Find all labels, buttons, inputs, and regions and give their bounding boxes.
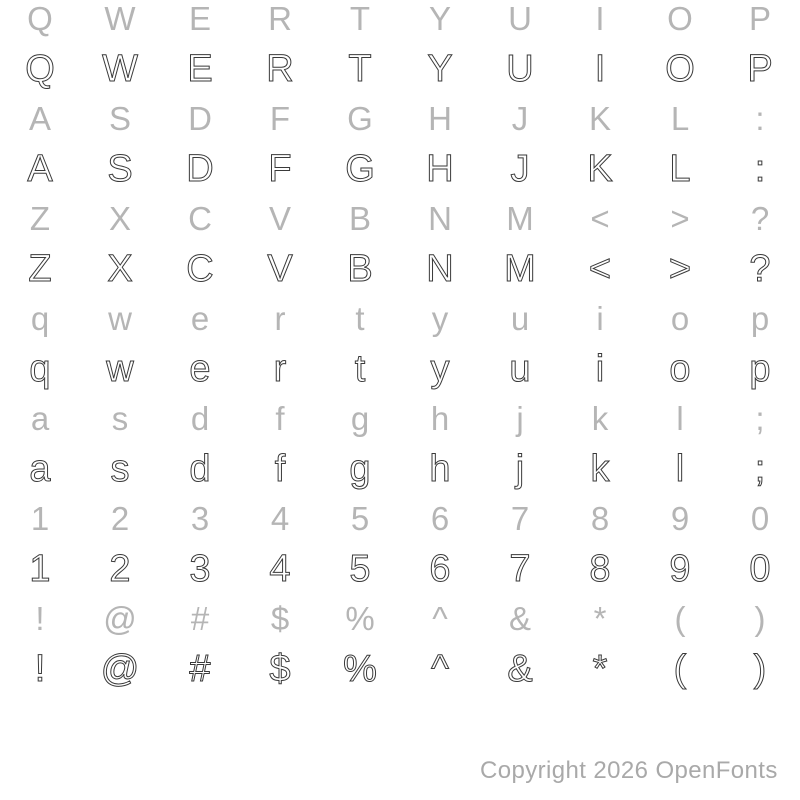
glyph: Q [25, 48, 55, 90]
glyph: ? [750, 200, 770, 237]
glyph: S [107, 148, 133, 190]
glyph: ; [755, 400, 765, 437]
glyph: 6 [430, 500, 450, 537]
glyph: ^ [431, 648, 449, 690]
glyph: r [274, 300, 286, 337]
glyph: i [596, 300, 604, 337]
glyph: T [348, 48, 372, 90]
glyph: ; [754, 448, 766, 490]
glyph: q [30, 300, 50, 337]
glyph: t [355, 300, 365, 337]
glyph: # [189, 648, 211, 690]
glyph: X [108, 200, 131, 237]
glyph: K [588, 100, 611, 137]
glyph: I [594, 48, 606, 90]
glyph: J [510, 148, 530, 190]
glyph: V [267, 248, 293, 290]
glyph: * [592, 648, 608, 690]
glyph: R [268, 0, 292, 37]
glyph: p [749, 348, 771, 390]
glyph: 4 [270, 500, 290, 537]
glyph: : [754, 148, 766, 190]
glyph: O [665, 48, 695, 90]
glyph: D [186, 148, 214, 190]
glyph: w [108, 300, 132, 337]
glyph: W [102, 48, 138, 90]
glyph: C [188, 200, 212, 237]
glyph: ) [754, 600, 766, 637]
glyph: ( [674, 600, 686, 637]
glyph: A [27, 148, 53, 190]
glyph: < [590, 200, 610, 237]
glyph: g [349, 448, 371, 490]
glyph: j [515, 448, 525, 490]
glyph: S [108, 100, 131, 137]
glyph: % [345, 600, 375, 637]
glyph: e [190, 300, 210, 337]
glyph: & [507, 648, 533, 690]
glyph: 2 [110, 500, 130, 537]
glyph: F [269, 100, 291, 137]
glyph: C [186, 248, 214, 290]
glyph: 7 [510, 500, 530, 537]
row-symbols-outline [0, 644, 800, 694]
glyph: 5 [349, 548, 371, 590]
glyph: 9 [670, 500, 690, 537]
glyph: d [190, 400, 210, 437]
glyph: 6 [429, 548, 451, 590]
glyph: R [266, 48, 294, 90]
copyright-text: Copyright 2026 OpenFonts [480, 757, 778, 784]
glyph: d [189, 448, 211, 490]
glyph: t [354, 348, 366, 390]
glyph: @ [100, 648, 140, 690]
glyph: M [506, 200, 534, 237]
glyph: ! [35, 600, 45, 637]
glyph: * [593, 600, 607, 637]
glyph: @ [103, 600, 137, 637]
glyph: K [587, 148, 613, 190]
glyph: N [428, 200, 452, 237]
glyph: 0 [749, 548, 771, 590]
glyph: B [348, 200, 371, 237]
row-zxcv-upper-outline [0, 244, 800, 294]
row-qwerty-upper-outline [0, 44, 800, 94]
glyph: l [676, 400, 684, 437]
glyph: H [426, 148, 454, 190]
glyph: 9 [669, 548, 691, 590]
glyph: T [349, 0, 371, 37]
glyph: G [347, 100, 373, 137]
glyph: L [670, 100, 690, 137]
glyph: a [30, 400, 50, 437]
glyph: s [110, 448, 130, 490]
glyph: V [268, 200, 291, 237]
glyph: q [29, 348, 51, 390]
glyph: h [430, 400, 450, 437]
glyph: : [755, 100, 765, 137]
row-asdf-upper-muted [0, 94, 800, 144]
glyph: a [29, 448, 51, 490]
glyph: u [510, 300, 530, 337]
glyph: o [670, 300, 690, 337]
row-zxcv-upper-muted [0, 194, 800, 244]
glyph: U [506, 48, 534, 90]
row-asdf-upper-outline [0, 144, 800, 194]
glyph: u [509, 348, 531, 390]
glyph: o [669, 348, 691, 390]
glyph: 2 [109, 548, 131, 590]
glyph: 1 [30, 500, 50, 537]
glyph: h [429, 448, 451, 490]
glyph: I [595, 0, 605, 37]
glyph: y [431, 300, 449, 337]
glyph: 0 [750, 500, 770, 537]
glyph: g [350, 400, 370, 437]
glyph: $ [269, 648, 291, 690]
glyph: e [189, 348, 211, 390]
glyph: Z [29, 200, 51, 237]
glyph: 1 [29, 548, 51, 590]
row-digits-muted [0, 494, 800, 544]
glyph: % [343, 648, 377, 690]
glyph: 7 [509, 548, 531, 590]
row-asdf-lower-outline [0, 444, 800, 494]
glyph: j [516, 400, 524, 437]
glyph: i [595, 348, 605, 390]
glyph: & [508, 600, 531, 637]
glyph: s [111, 400, 129, 437]
glyph: E [187, 48, 213, 90]
glyph: O [667, 0, 693, 37]
glyph: f [275, 400, 285, 437]
glyph: ) [753, 648, 767, 690]
glyph: J [511, 100, 529, 137]
row-digits-outline [0, 544, 800, 594]
row-qwerty-upper-muted [0, 0, 800, 44]
glyph: G [345, 148, 375, 190]
glyph: p [750, 300, 770, 337]
glyph: H [428, 100, 452, 137]
glyph: k [590, 448, 610, 490]
row-qwerty-lower-outline [0, 344, 800, 394]
glyph: Z [28, 248, 52, 290]
glyph: X [107, 248, 133, 290]
glyph: 5 [350, 500, 370, 537]
glyph: Y [428, 0, 451, 37]
glyph: U [508, 0, 532, 37]
row-symbols-muted [0, 594, 800, 644]
row-asdf-lower-muted [0, 394, 800, 444]
row-qwerty-lower-muted [0, 294, 800, 344]
glyph: L [669, 148, 691, 190]
glyph: B [347, 248, 373, 290]
glyph: f [274, 448, 286, 490]
glyph: P [747, 48, 773, 90]
glyph: 4 [269, 548, 291, 590]
glyph: 3 [190, 500, 210, 537]
glyph: y [430, 348, 450, 390]
glyph: M [504, 248, 536, 290]
glyph: ( [673, 648, 687, 690]
glyph: w [106, 348, 134, 390]
glyph: ! [34, 648, 46, 690]
glyph: 3 [189, 548, 211, 590]
glyph: l [675, 448, 685, 490]
glyph: $ [270, 600, 290, 637]
glyph: 8 [589, 548, 611, 590]
glyph: N [426, 248, 454, 290]
glyph: F [268, 148, 292, 190]
glyph: E [188, 0, 211, 37]
glyph: A [28, 100, 51, 137]
glyph: Y [427, 48, 453, 90]
glyph: W [104, 0, 136, 37]
glyph: D [188, 100, 212, 137]
glyph: ^ [432, 600, 448, 637]
glyph: < [588, 248, 612, 290]
glyph: > [670, 200, 690, 237]
glyph: Q [27, 0, 53, 37]
glyph: > [668, 248, 692, 290]
glyph: # [190, 600, 210, 637]
glyph: P [748, 0, 771, 37]
glyph: r [273, 348, 287, 390]
glyph: 8 [590, 500, 610, 537]
glyph: ? [749, 248, 771, 290]
glyph: k [591, 400, 609, 437]
